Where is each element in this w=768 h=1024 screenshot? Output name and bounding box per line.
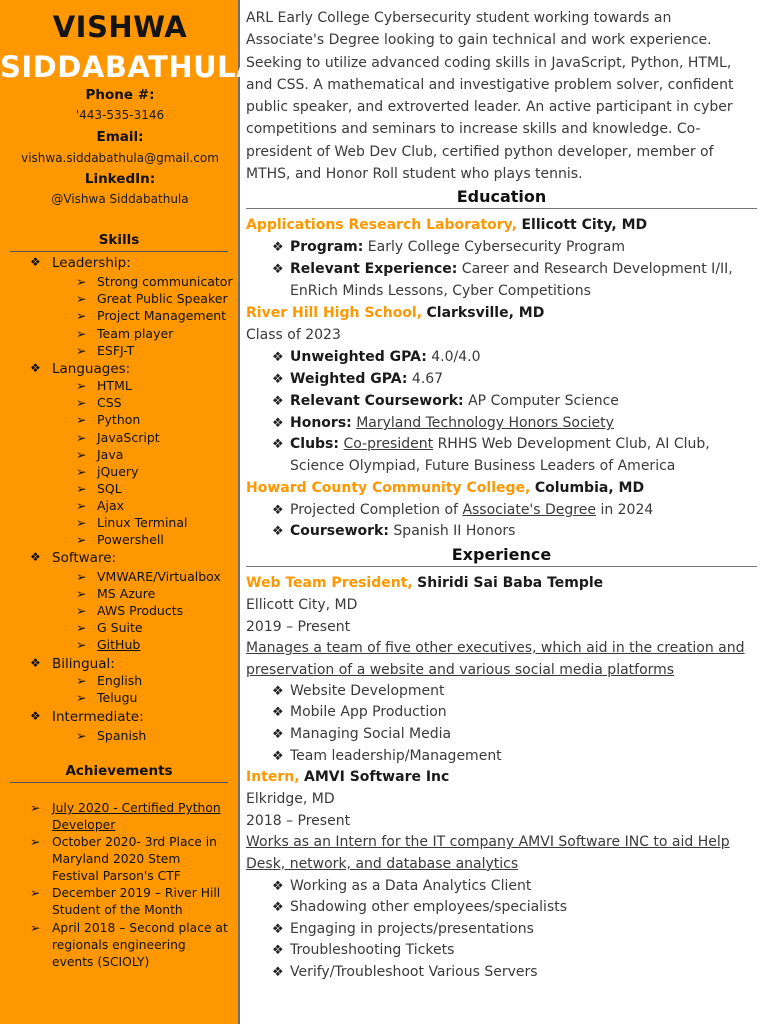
- diamond-bullet-icon: ❖: [272, 943, 284, 958]
- arrow-bullet-icon: ➢: [76, 274, 87, 289]
- email-address[interactable]: vishwa.siddabathula@gmail.com: [21, 151, 219, 165]
- achievement-item: ➢ December 2019 – River Hill Student of the Month: [30, 886, 221, 917]
- honors-link[interactable]: Maryland Technology Honors Society: [356, 415, 614, 431]
- job2-description[interactable]: Works as an Intern for the IT company AMVI Software INC to aid Help Desk, network, and database analytics: [246, 834, 730, 872]
- arl-experience-item: ❖ Relevant Experience: Career and Research Development I/II, EnRich Minds Lessons, Cyber Competitions: [272, 261, 733, 299]
- diamond-bullet-icon: ❖: [272, 965, 284, 980]
- summary-paragraph: ARL Early College Cybersecurity student working towards an Associate's Degree looking to gain technical and work experience. Seeking to utilize advanced coding skills in JavaScript, Python, HTML, and CSS. A mathematical and investigative problem solver, confident public speaker, and extroverted leader. An active participant in cyber competitions and seminars to increase skills and knowledge. Co-president of Web Dev Club, certified python developer, member of MTHS, and Honor Roll student who plays tennis.: [246, 10, 734, 183]
- hcc-coursework-item: ❖ Coursework: Spanish II Honors: [272, 521, 752, 543]
- job1-heading: Web Team President, Shiridi Sai Baba Temple: [246, 575, 604, 591]
- diamond-bullet-icon: ❖: [272, 372, 284, 387]
- diamond-bullet-icon: ❖: [272, 503, 284, 518]
- arrow-bullet-icon: ➢: [76, 343, 87, 358]
- job2-location: Elkridge, MD: [246, 791, 335, 807]
- last-name: SIDDABATHULA: [0, 50, 260, 84]
- arrow-bullet-icon: ➢: [30, 835, 41, 849]
- diamond-bullet-icon: ❖: [272, 727, 284, 742]
- arrow-bullet-icon: ➢: [30, 886, 41, 900]
- arrow-bullet-icon: ➢: [30, 801, 41, 815]
- arrow-bullet-icon: ➢: [76, 326, 87, 341]
- arrow-bullet-icon: ➢: [76, 586, 87, 601]
- diamond-bullet-icon: ❖: [30, 255, 41, 269]
- diamond-bullet-icon: ❖: [272, 705, 284, 720]
- rhhs-coursework-item: ❖ Relevant Coursework: AP Computer Science: [272, 391, 752, 413]
- arrow-bullet-icon: ➢: [76, 603, 87, 618]
- rhhs-wgpa-item: ❖ Weighted GPA: 4.67: [272, 369, 752, 391]
- job1-dates: 2019 – Present: [246, 619, 351, 635]
- diamond-bullet-icon: ❖: [30, 550, 41, 564]
- arrow-bullet-icon: ➢: [76, 532, 87, 547]
- job2-item: ❖ Shadowing other employees/specialists: [272, 897, 752, 919]
- co-president-link[interactable]: Co-president: [343, 436, 434, 452]
- arrow-bullet-icon: ➢: [76, 498, 87, 513]
- job2-item: ❖ Troubleshooting Tickets: [272, 940, 752, 962]
- rhhs-heading: River Hill High School, Clarksville, MD: [246, 305, 545, 321]
- arrow-bullet-icon: ➢: [76, 673, 87, 688]
- arrow-bullet-icon: ➢: [30, 921, 41, 935]
- arrow-bullet-icon: ➢: [76, 690, 87, 705]
- rhhs-ugpa-item: ❖ Unweighted GPA: 4.0/4.0: [272, 347, 752, 369]
- job2-item: ❖ Verify/Troubleshoot Various Servers: [272, 962, 752, 984]
- job1-item: ❖ Mobile App Production: [272, 702, 752, 724]
- associates-degree-link[interactable]: Associate's Degree: [462, 502, 596, 518]
- email-label: Email:: [96, 129, 144, 145]
- diamond-bullet-icon: ❖: [272, 922, 284, 937]
- achievement-item: ➢ April 2018 – Second place at regionals engineering events (SCIOLY): [30, 921, 228, 969]
- hcc-heading: Howard County Community College, Columbia, MD: [246, 480, 645, 496]
- diamond-bullet-icon: ❖: [272, 416, 284, 431]
- rhhs-honors-item: ❖ Honors: Maryland Technology Honors Society: [272, 413, 752, 435]
- diamond-bullet-icon: ❖: [272, 879, 284, 894]
- arrow-bullet-icon: ➢: [76, 620, 87, 635]
- job2-item: ❖ Engaging in projects/presentations: [272, 919, 752, 941]
- diamond-bullet-icon: ❖: [272, 240, 284, 255]
- sidebar: VISHWA SIDDABATHULA Phone #: '443-535-3146 Email: vishwa.siddabathula@gmail.com LinkedIn: @Vishwa Siddabathula Skills ❖ Leadership: ➢ Strong communicator ➢ Great Public Speaker ➢ Project Management ➢ Team player ➢ ESFJ-T ❖ Languages: ➢ HTML ➢ CSS ➢ Python ➢ JavaScript ➢ Java ➢ jQuery ➢ SQL ➢ Ajax ➢ Linux Terminal ➢ Powershell ❖ Software: ➢ VMWARE/Virtualbox ➢ MS Azure ➢ AWS Products ➢ G Suite ➢ GitHub ❖ Bilingual: ➢ English ➢ Telugu ❖ Intermediate: ➢ Spanish Achievements ➢ July 2020 - Certified Python Developer ➢ October 2020- 3rd Place in Maryland 2020 Stem Festival Parson's CTF ➢ December 2019 – River Hill Student of the Month ➢ April 2018 – Second place at regionals engineering events (SCIOLY): [0, 0, 240, 1024]
- arrow-bullet-icon: ➢: [76, 569, 87, 584]
- job1-item: ❖ Managing Social Media: [272, 724, 752, 746]
- arl-program-item: ❖ Program: Early College Cybersecurity Program: [272, 237, 752, 259]
- linkedin-handle[interactable]: @Vishwa Siddabathula: [51, 192, 189, 206]
- arrow-bullet-icon: ➢: [76, 430, 87, 445]
- job1-description[interactable]: Manages a team of five other executives, which aid in the creation and preservation of a website and various social media platforms: [246, 640, 745, 678]
- phone-number: '443-535-3146: [75, 108, 165, 122]
- diamond-bullet-icon: ❖: [30, 361, 41, 375]
- diamond-bullet-icon: ❖: [272, 437, 284, 452]
- achievements-heading: Achievements: [10, 763, 228, 783]
- education-heading: Education: [246, 187, 757, 209]
- arrow-bullet-icon: ➢: [76, 291, 87, 306]
- diamond-bullet-icon: ❖: [272, 394, 284, 409]
- rhhs-clubs-item: ❖ Clubs: Co-president RHHS Web Development Club, AI Club, Science Olympiad, Future Business Leaders of America: [272, 436, 710, 474]
- arrow-bullet-icon: ➢: [76, 447, 87, 462]
- hcc-completion-item: ❖ Projected Completion of Associate's Degree in 2024: [272, 500, 752, 522]
- job2-dates: 2018 – Present: [246, 813, 351, 829]
- arrow-bullet-icon: ➢: [76, 728, 87, 743]
- job2-heading: Intern, AMVI Software Inc: [246, 769, 450, 785]
- diamond-bullet-icon: ❖: [272, 749, 284, 764]
- first-name: VISHWA: [52, 10, 188, 44]
- arrow-bullet-icon: ➢: [76, 378, 87, 393]
- arrow-bullet-icon: ➢: [76, 464, 87, 479]
- arrow-bullet-icon: ➢: [76, 412, 87, 427]
- diamond-bullet-icon: ❖: [272, 262, 284, 277]
- diamond-bullet-icon: ❖: [30, 656, 41, 670]
- arrow-bullet-icon: ➢: [76, 637, 87, 652]
- arrow-bullet-icon: ➢: [76, 308, 87, 323]
- diamond-bullet-icon: ❖: [272, 900, 284, 915]
- linkedin-label: LinkedIn:: [84, 171, 156, 187]
- job1-location: Ellicott City, MD: [246, 597, 358, 613]
- arrow-bullet-icon: ➢: [76, 395, 87, 410]
- achievement-item[interactable]: ➢ July 2020 - Certified Python Developer: [30, 801, 221, 832]
- experience-heading: Experience: [246, 545, 757, 567]
- rhhs-class: Class of 2023: [246, 327, 341, 343]
- diamond-bullet-icon: ❖: [272, 350, 284, 365]
- arl-heading: Applications Research Laboratory, Ellicott City, MD: [246, 217, 648, 233]
- skills-heading: Skills: [10, 232, 228, 252]
- job1-item: ❖ Website Development: [272, 681, 752, 703]
- achievement-item: ➢ October 2020- 3rd Place in Maryland 2020 Stem Festival Parson's CTF: [30, 835, 217, 883]
- diamond-bullet-icon: ❖: [272, 684, 284, 699]
- job1-item: ❖ Team leadership/Management: [272, 746, 752, 768]
- arrow-bullet-icon: ➢: [76, 481, 87, 496]
- job2-item: ❖ Working as a Data Analytics Client: [272, 876, 752, 898]
- diamond-bullet-icon: ❖: [272, 524, 284, 539]
- arrow-bullet-icon: ➢: [76, 515, 87, 530]
- phone-label: Phone #:: [85, 87, 155, 103]
- diamond-bullet-icon: ❖: [30, 709, 41, 723]
- main-content: [246, 0, 758, 1024]
